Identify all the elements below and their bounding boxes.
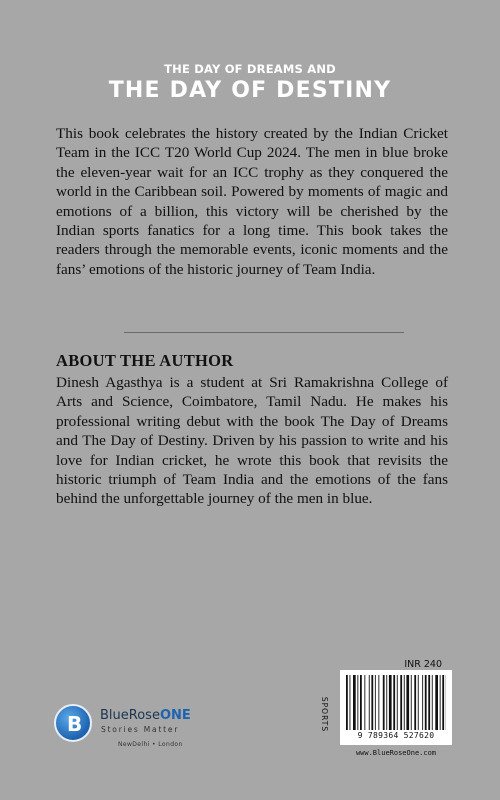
barcode-icon <box>346 675 446 730</box>
genre-label-container <box>320 690 337 740</box>
publisher-website: www.BlueRoseOne.com <box>355 749 437 757</box>
publisher-name <box>100 708 191 723</box>
genre-label: SPORTS <box>320 696 330 733</box>
about-author-heading: ABOUT THE AUTHOR <box>56 351 234 370</box>
publisher-name-part2: ONE <box>159 708 191 723</box>
author-bio: Dinesh Agasthya is a student at Sri Ramakrishna College of Arts and Science, Coimbatore, Tamil Nadu. He makes his professional writing debut with the book The Day of Dreams and The Day of Destiny. Driven by his passion to write and his love for Indian cricket, he wrote this book that revisits the historic triumph of Team India and the emotions of the fans behind the unforgettable journey of the men in blue. <box>56 374 448 508</box>
publisher-tagline: Stories Matter <box>101 725 180 734</box>
isbn-barcode <box>340 670 452 745</box>
publisher-name-part1: BlueRose <box>100 708 160 723</box>
divider-line <box>124 332 404 333</box>
cover-title-top: THE DAY OF DREAMS AND <box>164 62 336 76</box>
cover-title-main: THE DAY OF DESTINY <box>108 78 392 103</box>
logo-letter: B <box>67 712 83 736</box>
publisher-logo <box>54 704 224 774</box>
price-label: INR 240 <box>404 659 442 670</box>
isbn-number: 9 789364 527620 <box>357 731 435 740</box>
book-blurb: This book celebrates the history created by the Indian Cricket Team in the ICC T20 World Cup 2024. The men in blue broke the eleven-year wait for an ICC trophy as they conquered the world in the Caribbean soil. Powered by moments of magic and emotions of a billion, this victory will be cherished by the Indian sports fanatics for a long time. This book takes the readers through the memorable events, iconic moments and the fans’ emotions of the historic journey of Team India. <box>56 125 448 278</box>
bluerose-logo-icon <box>54 704 92 742</box>
publisher-locations: NewDelhi • London <box>118 741 183 748</box>
